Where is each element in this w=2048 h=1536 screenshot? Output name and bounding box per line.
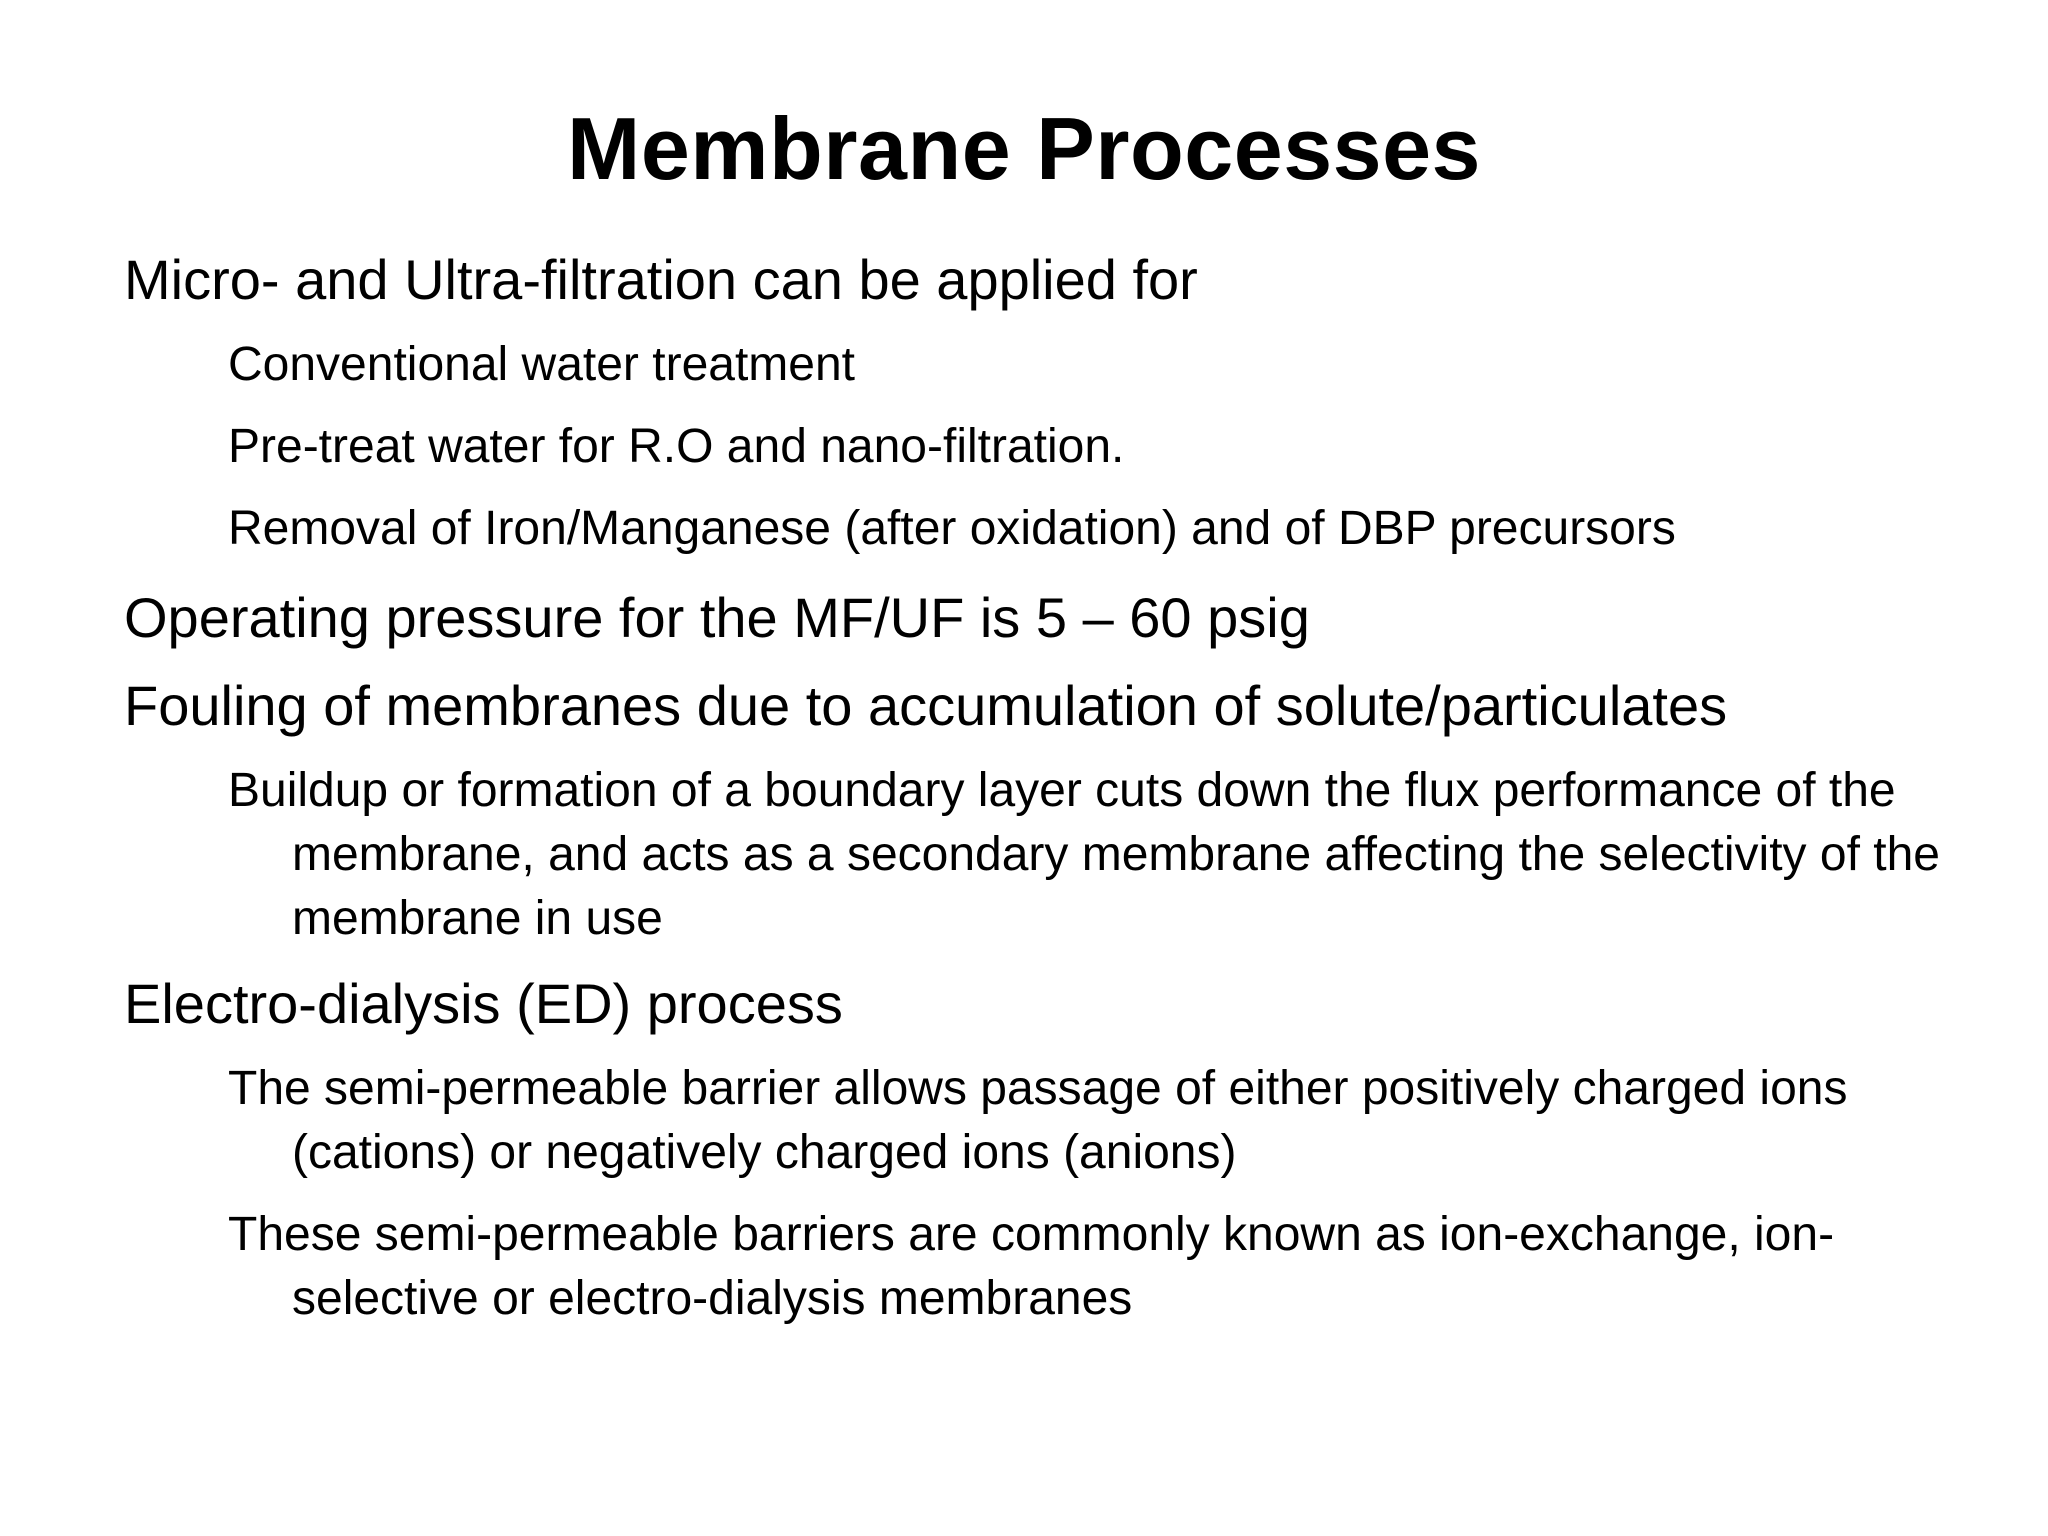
bullet-level-2: Pre-treat water for R.O and nano-filtration. bbox=[228, 420, 1125, 473]
bullet-list bbox=[124, 245, 1964, 1331]
bullet-level-1: Micro- and Ultra-filtration can be applied for bbox=[124, 248, 1198, 311]
bullet-level-2: Conventional water treatment bbox=[228, 338, 855, 391]
bullet-level-2: Buildup or formation of a boundary layer cuts down the flux performance of the membrane, and acts as a secondary membrane affecting the selectivity of the membrane in use bbox=[228, 764, 1940, 945]
bullet-level-2: The semi-permeable barrier allows passage of either positively charged ions (cations) or negatively charged ions (anions) bbox=[228, 1062, 1848, 1179]
bullet-level-1: Electro-dialysis (ED) process bbox=[124, 972, 843, 1035]
bullet-level-1: Operating pressure for the MF/UF is 5 – 60 psig bbox=[124, 586, 1310, 649]
bullet-level-1: Fouling of membranes due to accumulation of solute/particulates bbox=[124, 674, 1728, 737]
bullet-level-2: Removal of Iron/Manganese (after oxidation) and of DBP precursors bbox=[228, 502, 1676, 555]
bullet-level-2: These semi-permeable barriers are commonly known as ion-exchange, ion-selective or electro-dialysis membranes bbox=[228, 1208, 1835, 1325]
slide-title: Membrane Processes bbox=[567, 99, 1481, 198]
